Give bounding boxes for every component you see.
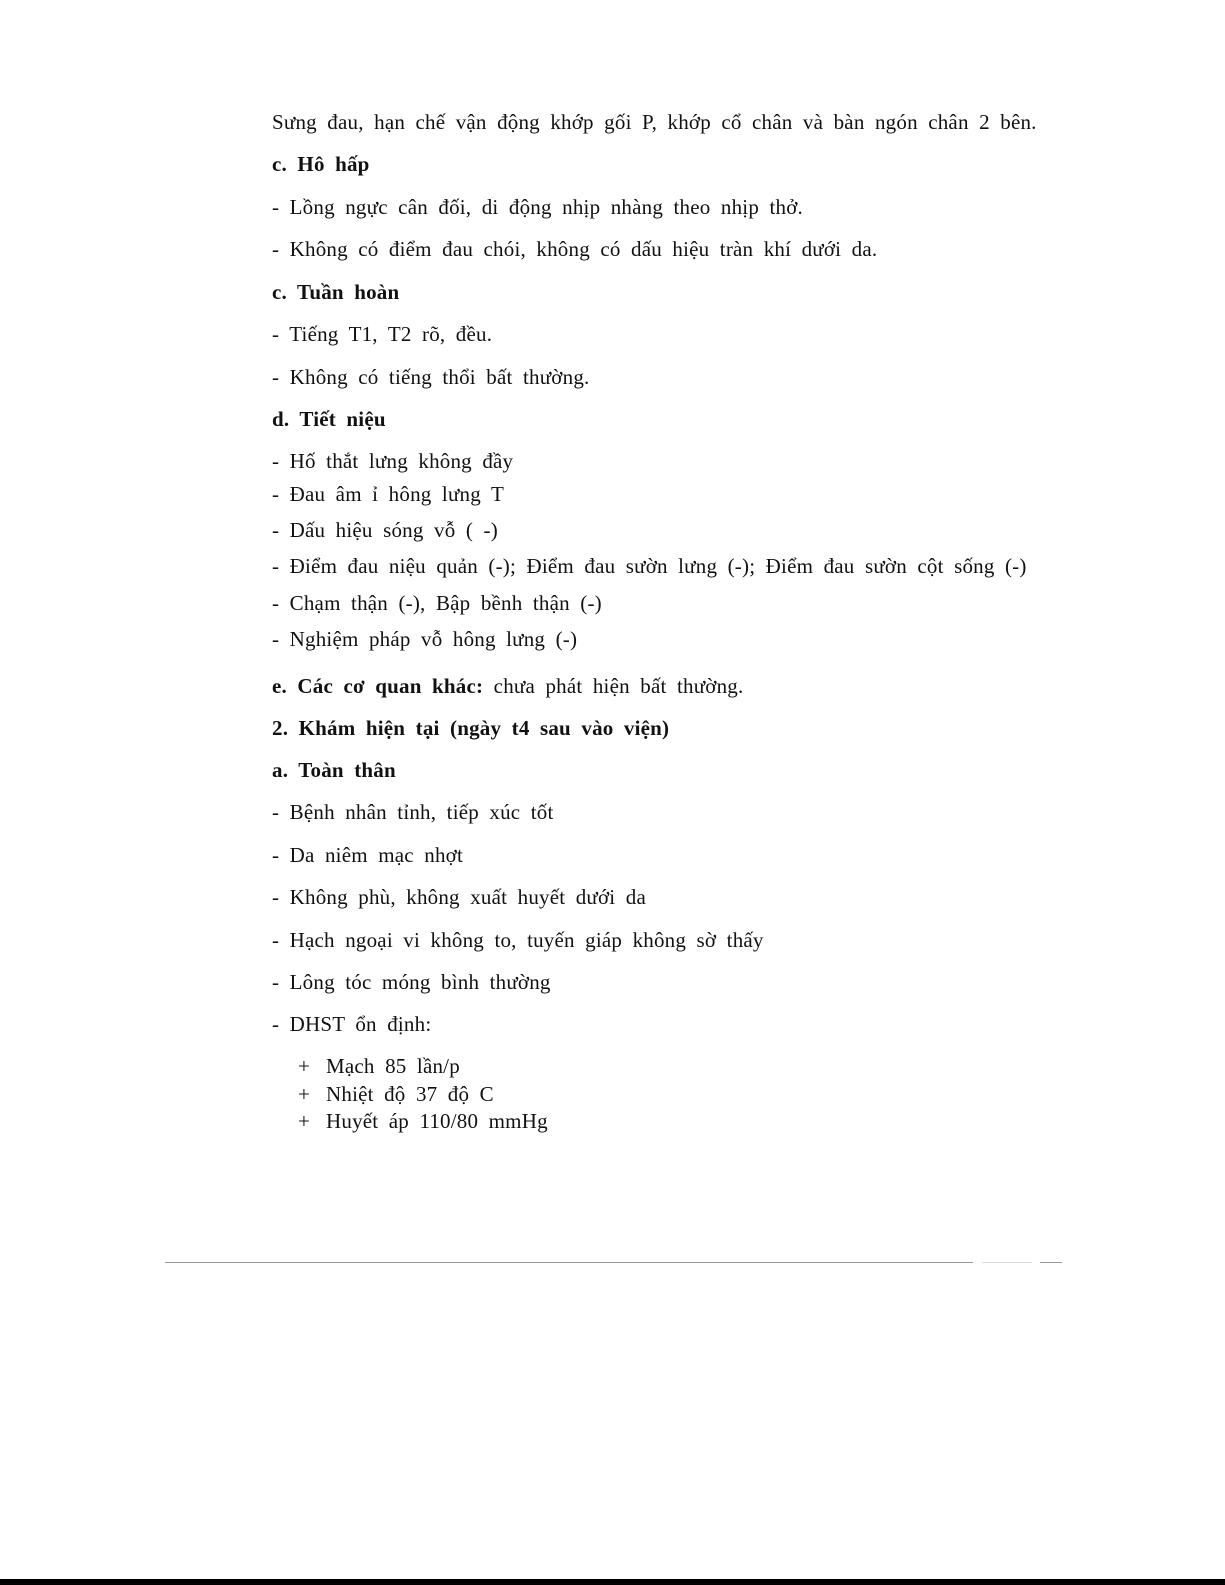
text-line-pale-mucosa: - Da niêm mạc nhợt xyxy=(272,843,463,867)
footer-divider-faint xyxy=(982,1262,1032,1263)
text-line-percussion-test: - Nghiệm pháp vỗ hông lưng (-) xyxy=(272,627,578,651)
heading-urology: d. Tiết niệu xyxy=(272,407,386,431)
text-line-other-organs xyxy=(272,673,743,699)
heading-circulation: c. Tuần hoàn xyxy=(272,280,400,304)
vital-blood-pressure-text: Huyết áp 110/80 mmHg xyxy=(326,1109,548,1133)
heading-current-exam: 2. Khám hiện tại (ngày t4 sau vào viện) xyxy=(272,716,670,740)
text-line-no-pain-point: - Không có điểm đau chói, không có dấu hiệu tràn khí dưới da. xyxy=(272,237,878,261)
vital-pulse-text: Mạch 85 lần/p xyxy=(326,1054,460,1078)
text-line-pain-points: - Điểm đau niệu quản (-); Điểm đau sườn lưng (-); Điểm đau sườn cột sống (-) xyxy=(272,554,1027,578)
bullet-plus: + xyxy=(298,1082,311,1106)
other-organs-finding: chưa phát hiện bất thường. xyxy=(483,674,744,698)
text-line-chest: - Lồng ngực cân đối, di động nhịp nhàng theo nhịp thở. xyxy=(272,195,803,219)
text-line-no-edema: - Không phù, không xuất huyết dưới da xyxy=(272,885,647,909)
text-line-joint-symptoms: Sưng đau, hạn chế vận động khớp gối P, khớp cổ chân và bàn ngón chân 2 bên. xyxy=(272,110,1037,134)
footer-divider xyxy=(165,1262,973,1263)
page-bottom-edge xyxy=(0,1579,1225,1585)
text-line-wave-sign: - Dấu hiệu sóng vỗ ( -) xyxy=(272,518,498,542)
text-line-flank-pain: - Đau âm ỉ hông lưng T xyxy=(272,482,505,506)
text-line-vitals-stable: - DHST ổn định: xyxy=(272,1012,432,1036)
text-line-conscious: - Bệnh nhân tỉnh, tiếp xúc tốt xyxy=(272,800,554,824)
heading-respiratory: c. Hô hấp xyxy=(272,152,370,176)
bullet-plus: + xyxy=(298,1109,311,1133)
vital-temperature-text: Nhiệt độ 37 độ C xyxy=(326,1082,494,1106)
vital-temperature xyxy=(298,1081,494,1107)
other-organs-label: e. Các cơ quan khác: xyxy=(272,674,484,698)
vital-pulse xyxy=(298,1053,460,1079)
vital-blood-pressure xyxy=(298,1108,548,1134)
heading-general: a. Toàn thân xyxy=(272,758,396,782)
text-line-hair-nails: - Lông tóc móng bình thường xyxy=(272,970,551,994)
text-line-lumbar-fossa: - Hố thắt lưng không đầy xyxy=(272,449,514,473)
text-line-no-murmur: - Không có tiếng thổi bất thường. xyxy=(272,365,590,389)
footer-divider-end xyxy=(1040,1262,1062,1263)
text-line-kidney-palpation: - Chạm thận (-), Bập bềnh thận (-) xyxy=(272,591,602,615)
bullet-plus: + xyxy=(298,1054,311,1078)
text-line-lymph-thyroid: - Hạch ngoại vi không to, tuyến giáp không sờ thấy xyxy=(272,928,764,952)
text-line-heart-sounds: - Tiếng T1, T2 rõ, đều. xyxy=(272,322,493,346)
